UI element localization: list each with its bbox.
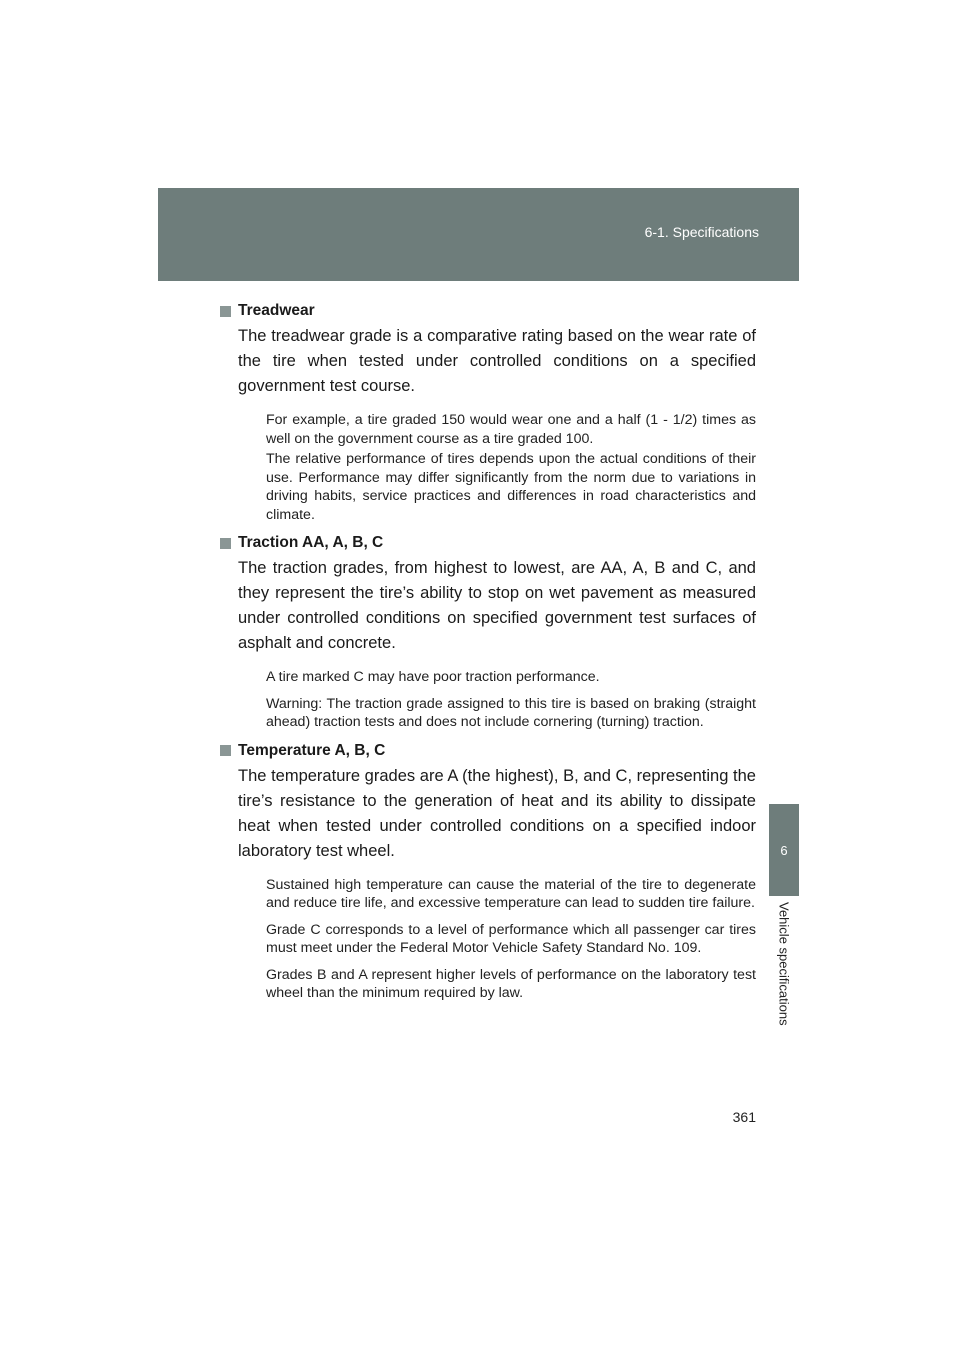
section-temperature: [238, 742, 756, 1003]
section-note: For example, a tire graded 150 would wear one and a half (1 - 1/2) times as well on the government course as a tire graded 100.: [266, 412, 756, 447]
section-traction: [238, 534, 756, 732]
section-note: The relative performance of tires depends upon the actual conditions of their use. Performance may differ significantly from the norm due to variations in driving habits, service practices and differences in road characteristics and climate.: [266, 451, 756, 523]
heading-text: Treadwear: [238, 302, 315, 319]
section-body: The temperature grades are A (the highest), B, and C, representing the tire’s resistance to the generation of heat and its ability to dissipate heat when tested under controlled conditions on a specified indoor laboratory test wheel.: [238, 766, 756, 860]
section-heading: [220, 534, 756, 552]
section-note: A tire marked C may have poor traction performance.: [266, 669, 600, 685]
section-note: Grades B and A represent higher levels of performance on the laboratory test wheel than the minimum required by law.: [266, 966, 756, 1001]
chapter-label: Vehicle specifications: [776, 902, 792, 1026]
heading-text: Traction AA, A, B, C: [238, 534, 384, 551]
section-treadwear: [238, 302, 756, 524]
section-note: Grade C corresponds to a level of performance which all passenger car tires must meet under the Federal Motor Vehicle Safety Standard No. 109.: [266, 921, 756, 956]
chapter-tab: 6: [769, 804, 799, 896]
section-title: 6-1. Specifications: [644, 224, 759, 240]
heading-text: Temperature A, B, C: [238, 741, 386, 759]
header-bar: [158, 188, 799, 281]
section-body: The treadwear grade is a comparative rating based on the wear rate of the tire when tested under controlled conditions on a specified government test course.: [238, 327, 756, 395]
section-heading: [220, 302, 756, 320]
square-bullet-icon: [220, 306, 231, 317]
page-number: 361: [732, 1109, 756, 1125]
square-bullet-icon: [220, 538, 231, 549]
square-bullet-icon: [220, 745, 231, 756]
section-body: The traction grades, from highest to lowest, are AA, A, B and C, and they represent the tire’s ability to stop on wet pavement as measured under controlled conditions on specified government test surfaces of asphalt and concrete.: [238, 559, 756, 652]
section-note: Sustained high temperature can cause the material of the tire to degenerate and reduce tire life, and excessive temperature can lead to sudden tire failure.: [266, 876, 756, 911]
page-content: [238, 302, 756, 1013]
section-note: Warning: The traction grade assigned to this tire is based on braking (straight ahead) traction tests and does not include cornering (turning) traction.: [266, 695, 756, 730]
section-heading: [220, 742, 756, 760]
